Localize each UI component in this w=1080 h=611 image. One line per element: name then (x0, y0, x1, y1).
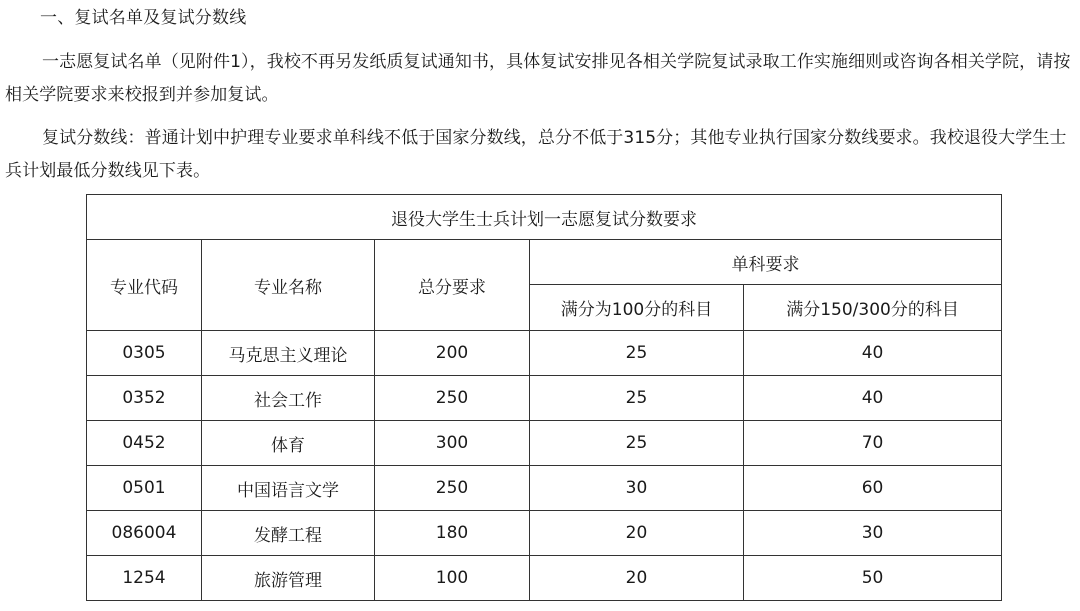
cell-single-100: 25 (530, 331, 744, 376)
table-title: 退役大学生士兵计划一志愿复试分数要求 (87, 195, 1002, 240)
section-heading: 一、复试名单及复试分数线 (40, 8, 247, 28)
cell-major-code: 1254 (87, 556, 202, 601)
header-major-code: 专业代码 (87, 240, 202, 331)
cell-major-code: 0501 (87, 466, 202, 511)
cell-major-code: 086004 (87, 511, 202, 556)
cell-total-score: 250 (375, 466, 530, 511)
cell-total-score: 300 (375, 421, 530, 466)
paragraph-retest-list: 一志愿复试名单（见附件1），我校不再另发纸质复试通知书，具体复试安排见各相关学院复试录取工作实施细则或咨询各相关学院，请按相关学院要求来校报到并参加复试。 (5, 52, 1071, 105)
cell-major-name: 旅游管理 (202, 556, 375, 601)
cell-single-150-300: 60 (744, 466, 1002, 511)
paragraph-score-line: 复试分数线：普通计划中护理专业要求单科线不低于国家分数线，总分不低于315分；其他专业执行国家分数线要求。我校退役大学生士兵计划最低分数线见下表。 (5, 128, 1067, 181)
cell-major-code: 0305 (87, 331, 202, 376)
cell-total-score: 180 (375, 511, 530, 556)
cell-total-score: 100 (375, 556, 530, 601)
score-requirements-table (86, 194, 1002, 601)
cell-major-name: 发酵工程 (202, 511, 375, 556)
cell-major-name: 中国语言文学 (202, 466, 375, 511)
table-row (87, 511, 1002, 556)
cell-major-code: 0452 (87, 421, 202, 466)
cell-single-100: 20 (530, 556, 744, 601)
cell-single-150-300: 70 (744, 421, 1002, 466)
cell-major-name: 马克思主义理论 (202, 331, 375, 376)
header-major-name: 专业名称 (202, 240, 375, 331)
header-single-150-300: 满分150/300分的科目 (744, 285, 1002, 331)
cell-single-150-300: 40 (744, 331, 1002, 376)
cell-single-150-300: 40 (744, 376, 1002, 421)
header-single-subject: 单科要求 (530, 240, 1002, 285)
cell-single-100: 20 (530, 511, 744, 556)
table-row (87, 556, 1002, 601)
cell-major-code: 0352 (87, 376, 202, 421)
table-row (87, 421, 1002, 466)
cell-total-score: 250 (375, 376, 530, 421)
cell-major-name: 社会工作 (202, 376, 375, 421)
cell-major-name: 体育 (202, 421, 375, 466)
cell-single-100: 25 (530, 376, 744, 421)
cell-single-150-300: 50 (744, 556, 1002, 601)
table-row (87, 376, 1002, 421)
table-row (87, 331, 1002, 376)
header-single-100: 满分为100分的科目 (530, 285, 744, 331)
cell-total-score: 200 (375, 331, 530, 376)
cell-single-100: 30 (530, 466, 744, 511)
cell-single-100: 25 (530, 421, 744, 466)
cell-single-150-300: 30 (744, 511, 1002, 556)
header-total-score: 总分要求 (375, 240, 530, 331)
table-row (87, 466, 1002, 511)
